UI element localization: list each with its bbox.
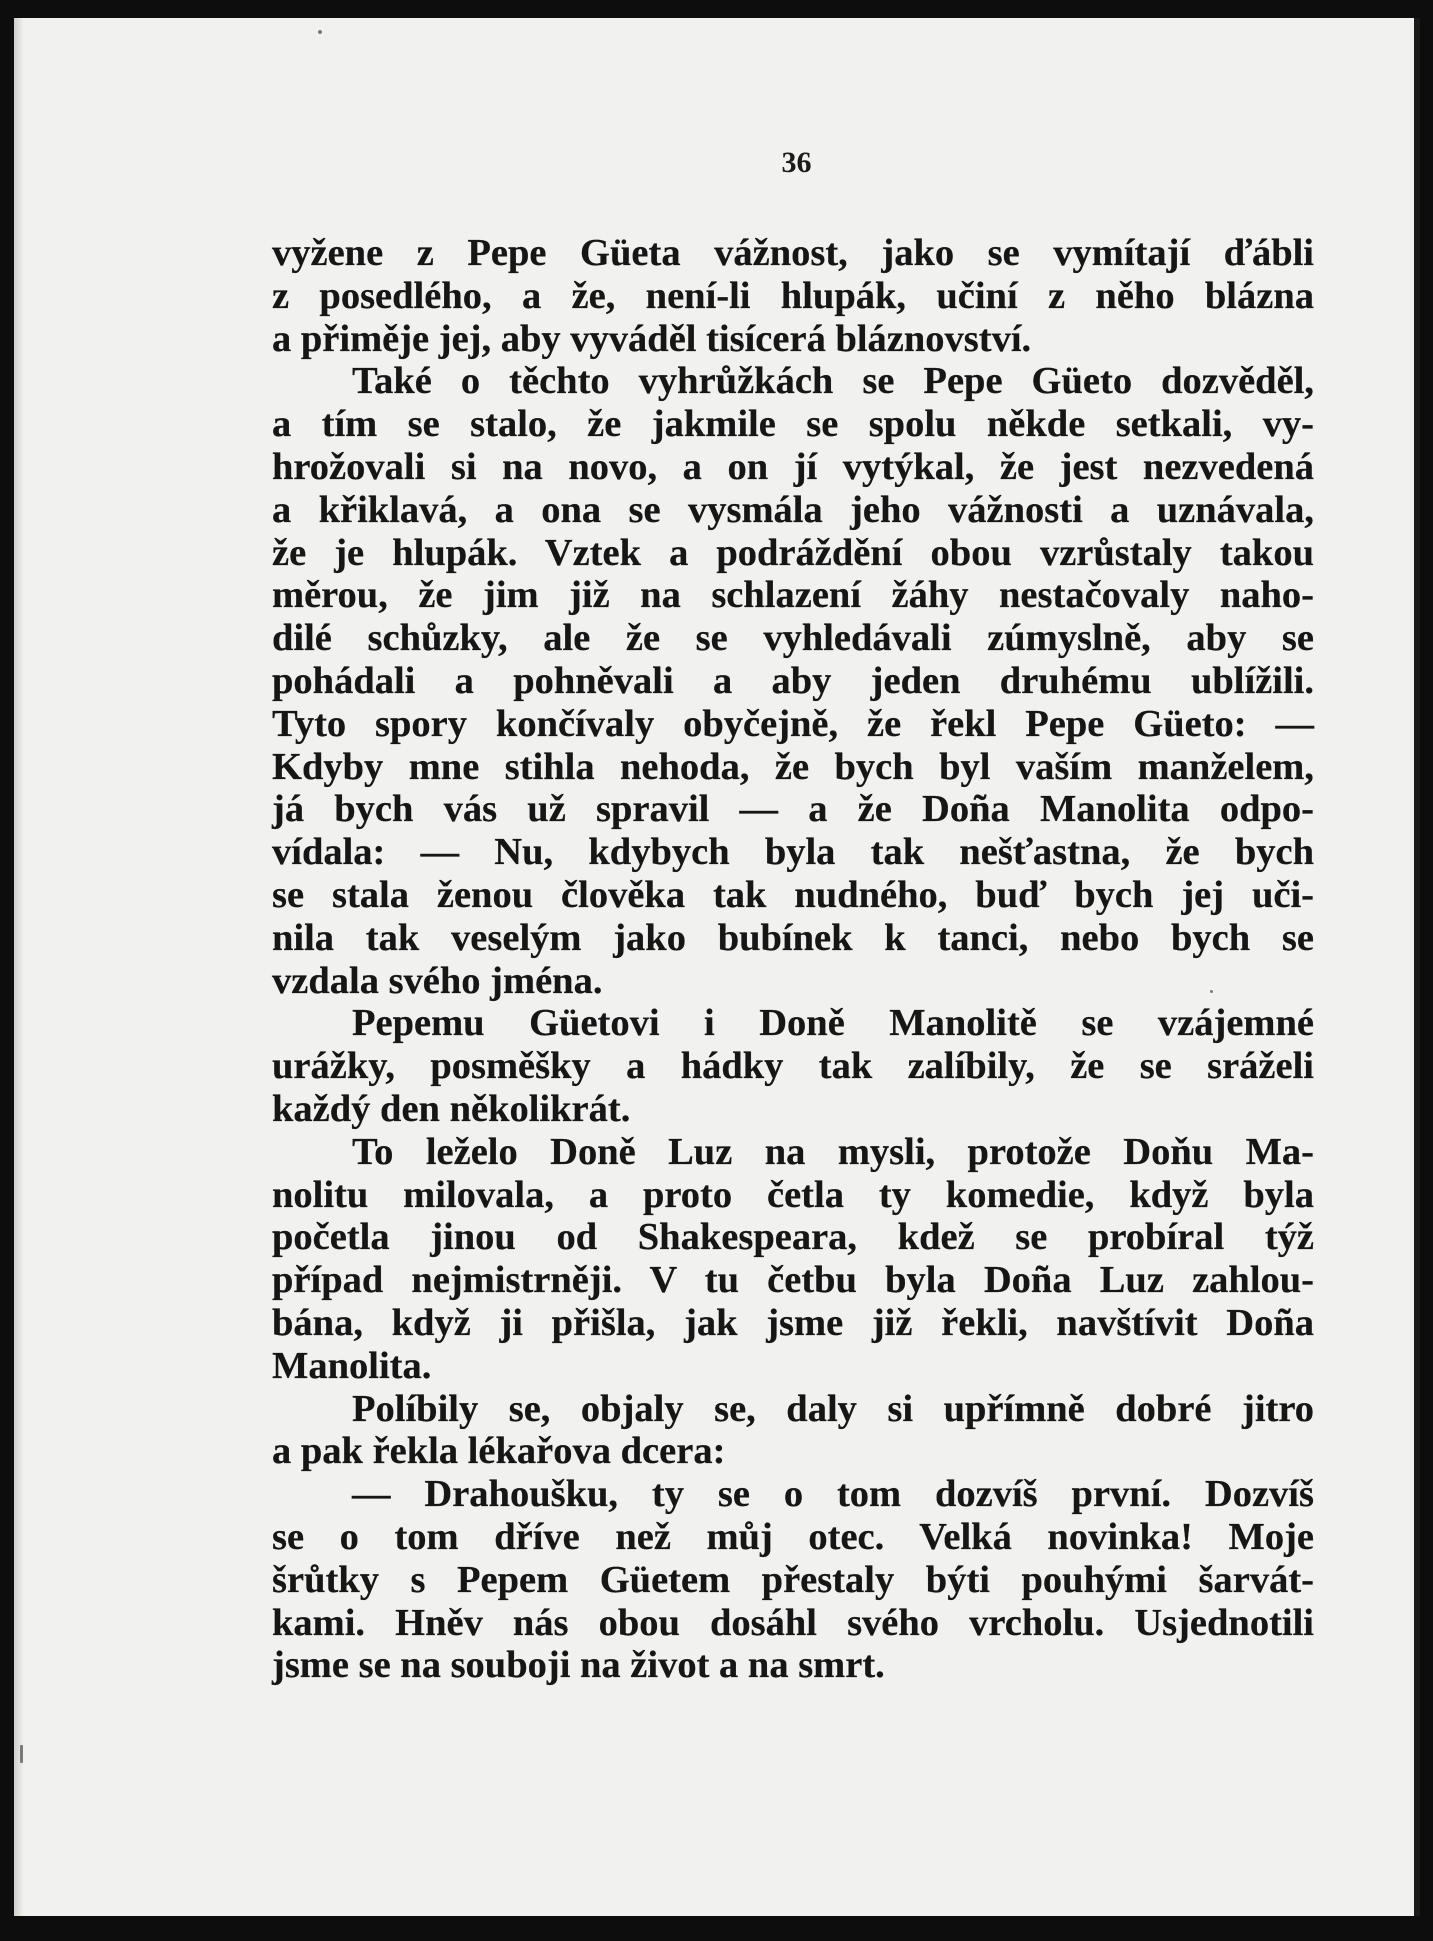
paper-speck [318,30,322,34]
text-line: Políbily se, objaly se, daly si upřímně dobré jitro [352,1387,1314,1430]
text-line: a přiměje jej, aby vyváděl tisícerá bláznovství. [272,317,1032,360]
text-line: případ nejmistrněji. V tu četbu byla Doña Luz zahlou- [272,1259,1314,1302]
text-line: každý den několikrát. [272,1087,631,1130]
text-line: vídala: — Nu, kdybych byla tak nešťastna, že bych [272,831,1314,874]
text-line: — Drahoušku, ty se o tom dozvíš první. Dozvíš [352,1473,1314,1516]
text-line: a křiklavá, a ona se vysmála jeho vážnosti a uznávala, [272,488,1314,531]
text-line: Tyto spory končívaly obyčejně, že řekl Pepe Güeto: — [272,702,1314,745]
text-line: jsme se na souboji na život a na smrt. [272,1644,885,1687]
text-line: hrožovali si na novo, a on jí vytýkal, že jest nezvedená [272,445,1314,488]
text-line: a pak řekla lékařova dcera: [272,1430,726,1473]
text-line: To leželo Doně Luz na mysli, protože Doňu Ma- [352,1130,1314,1173]
text-line: nila tak veselým jako bubínek k tanci, nebo bych se [272,916,1314,959]
text-line: že je hlupák. Vztek a podráždění obou vzrůstaly takou [272,531,1314,574]
page-number: 36 [781,146,812,179]
text-line: já bych vás už spravil — a že Doña Manolita odpo- [272,788,1314,831]
body-text [272,232,1314,1687]
text-line: se o tom dříve než můj otec. Velká novinka! Moje [272,1515,1314,1558]
text-line: Kdyby mne stihla nehoda, že bych byl vaším manželem, [272,745,1314,788]
text-line: bána, když ji přišla, jak jsme již řekli, navštívit Doña [272,1301,1314,1344]
text-line: vyžene z Pepe Güeta vážnost, jako se vymítají ďábli [272,232,1314,274]
binding-shadow [14,18,24,1916]
text-line: pohádali a pohněvali a aby jeden druhému ublížili. [272,659,1314,702]
text-line: měrou, že jim již na schlazení žáhy nestačovaly naho- [272,574,1314,617]
text-line: dilé schůzky, ale že se vyhledávali zúmyslně, aby se [272,617,1314,660]
text-line: Také o těchto vyhrůžkách se Pepe Güeto dozvěděl, [352,360,1314,403]
text-line: a tím se stalo, že jakmile se spolu někde setkali, vy- [272,403,1314,446]
text-line: se stala ženou člověka tak nudného, buď bych jej uči- [272,873,1314,916]
text-line: Pepemu Güetovi i Doně Manolitě se vzájemné [352,1002,1314,1045]
text-line: vzdala svého jména. [272,959,603,1002]
paper-speck [1210,990,1213,993]
text-line: z posedlého, a že, není-li hlupák, učiní z něho blázna [272,274,1314,317]
text-line: šrůtky s Pepem Güetem přestaly býti pouhými šarvát- [272,1558,1314,1601]
text-line: Manolita. [272,1344,432,1387]
text-line: nolitu milovala, a proto četla ty komedie, když byla [272,1173,1314,1216]
text-line: urážky, posměšky a hádky tak zalíbily, že se sráželi [272,1045,1314,1088]
text-line: kami. Hněv nás obou dosáhl svého vrcholu. Usjednotili [272,1601,1314,1644]
paper-speck [20,1745,23,1763]
text-line: početla jinou od Shakespeara, kdež se probíral týž [272,1216,1314,1259]
